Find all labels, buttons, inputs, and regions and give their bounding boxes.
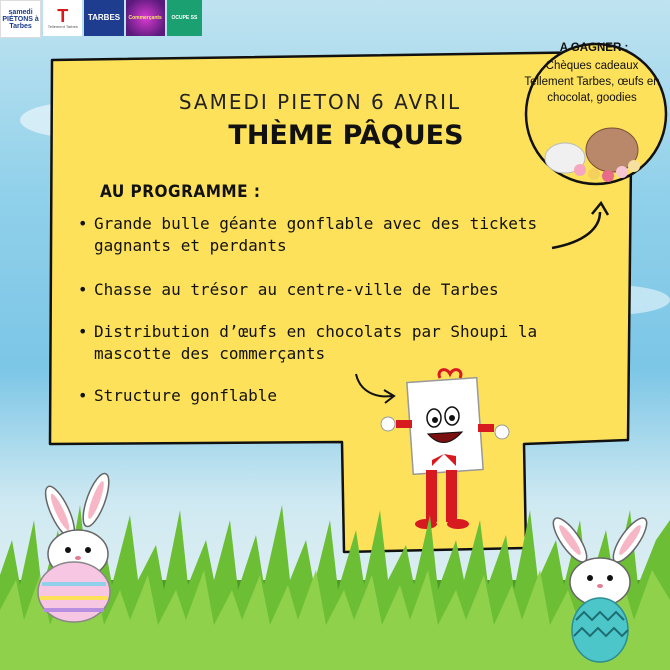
samedi-pietons-logo: samedi PIÉTONS à Tarbes bbox=[0, 0, 41, 38]
programme-item: • Structure gonflable bbox=[76, 385, 566, 407]
prize-title: A GAGNER : bbox=[559, 42, 629, 54]
programme-item: • Grande bulle géante gonflable avec des tickets gagnants et perdants bbox=[76, 213, 566, 257]
event-date: SAMEDI PIETON 6 AVRIL bbox=[178, 90, 462, 114]
tellement-tarbes-logo-text: Tellement Tarbes bbox=[47, 24, 78, 29]
bunny-left bbox=[38, 471, 114, 622]
prize-description: Chèques cadeaux Tellement Tarbes, œufs en chocolat, goodies bbox=[524, 60, 660, 104]
programme-list bbox=[76, 213, 566, 407]
ocupe-logo: OCUPE SS bbox=[167, 0, 202, 36]
programme-heading: AU PROGRAMME : bbox=[100, 182, 261, 202]
commercants-logo: Commerçants bbox=[126, 0, 165, 36]
tellement-tarbes-logo-mark: T bbox=[57, 6, 69, 26]
programme-item: • Chasse au trésor au centre-ville de Tarbes bbox=[76, 279, 566, 301]
programme-item: • Distribution d’œufs en chocolats par Shoupi la mascotte des commerçants bbox=[76, 321, 566, 365]
tarbes-logo: TARBES bbox=[84, 0, 123, 36]
event-theme: THÈME PÂQUES bbox=[228, 120, 464, 151]
